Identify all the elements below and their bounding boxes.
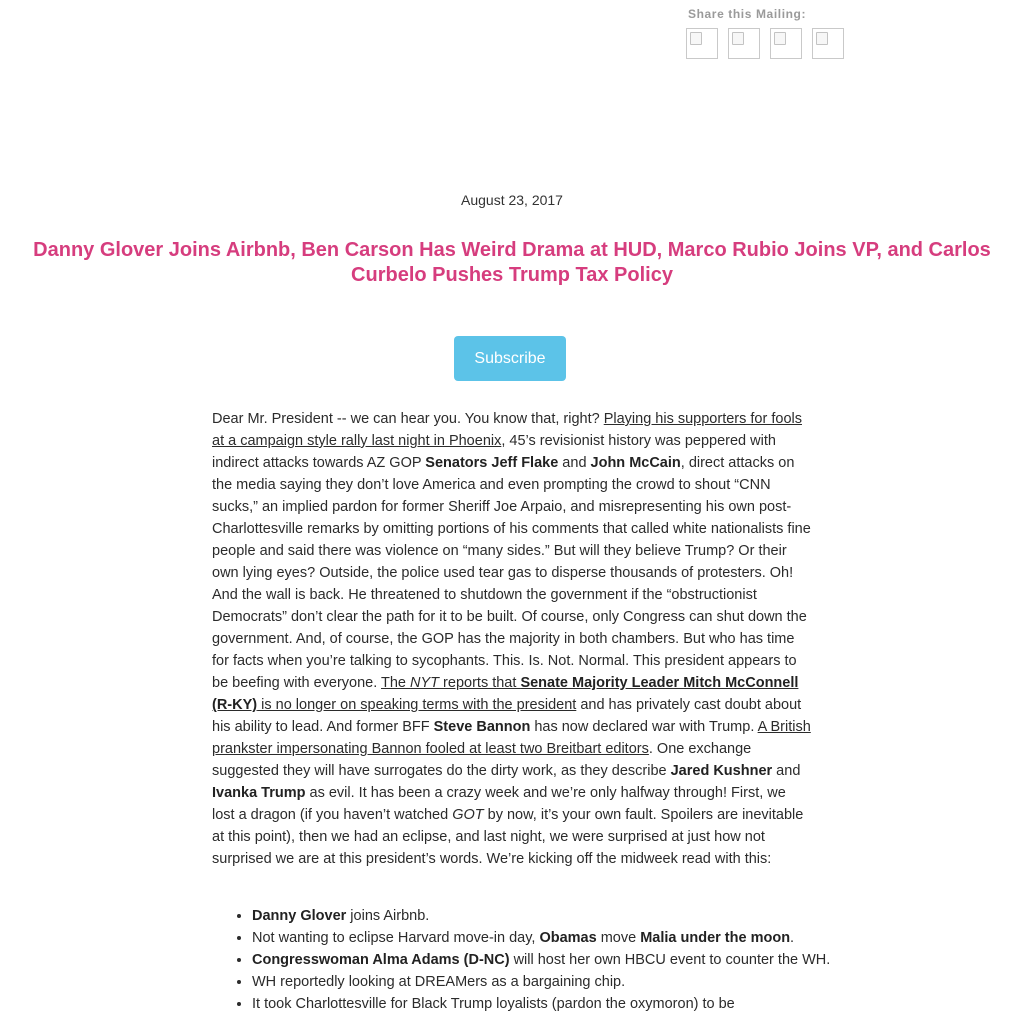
list-item — [252, 905, 852, 927]
name-highlight: Danny Glover — [252, 908, 347, 924]
facebook-icon[interactable] — [686, 28, 718, 59]
linkedin-icon[interactable] — [770, 28, 802, 59]
intro-paragraph — [212, 408, 812, 870]
name-highlight: Steve Bannon — [433, 719, 531, 735]
intro-text: has now declared war with Trump. — [530, 719, 758, 735]
bullet-text: will host her own HBCU event to counter the WH. — [509, 952, 831, 968]
bullet-text: . — [790, 930, 795, 946]
phoenix-rally-link[interactable]: Playing his supporters for fools at a campaign style rally last night in Phoenix — [212, 411, 802, 449]
email-icon[interactable] — [812, 28, 844, 59]
name-highlight: Malia under the moon — [640, 930, 791, 946]
list-item — [252, 927, 852, 949]
intro-text: by now, it’s your own fault. Spoilers are inevitable at this point), then we had an eclipse, and last night, we were surprised at just how not surprised we are at this president’s words. We’re kicking off the midweek read with this: — [212, 807, 804, 867]
intro-text: as evil. It has been a crazy week and we’re only halfway through! First, we lost a dragon (if you haven’t watched — [212, 785, 786, 823]
subscribe-button[interactable]: Subscribe — [454, 336, 566, 381]
bullet-text: joins Airbnb. — [346, 908, 430, 924]
twitter-icon[interactable] — [728, 28, 760, 59]
news-bullet-list — [212, 905, 852, 1015]
bullet-text: WH reportedly looking at DREAMers as a bargaining chip. — [252, 974, 626, 990]
intro-text: and has privately cast doubt about his ability to lead. And former BFF — [212, 697, 802, 735]
headline: Danny Glover Joins Airbnb, Ben Carson Has Weird Drama at HUD, Marco Rubio Joins VP, and Carlos Curbelo Pushes Trump Tax Policy — [33, 239, 991, 286]
name-highlight: John McCain — [590, 455, 681, 471]
intro-text: . One exchange suggested they will have surrogates do the dirty work, as they describe — [212, 741, 752, 779]
name-highlight: Jared Kushner — [670, 763, 773, 779]
name-highlight: Senators Jeff Flake — [425, 455, 559, 471]
bullet-text: It took Charlottesville for Black Trump loyalists (pardon the oxymoron) to be — [252, 996, 735, 1012]
link-text: NYT — [410, 675, 440, 691]
intro-text: , direct attacks on the media saying they don’t love America and even prompting the crowd to shout “CNN sucks,” an implied pardon for former Sheriff Joe Arpaio, and misrepresenting his own post-Charlottesville remarks by omitting portions of his comments that called white nationalists fine people and said there was violence on “many sides.” But will they believe Trump? Or their own lying eyes? Outside, the police used tear gas to disperse thousands of protesters. Oh! And the wall is back. He threatened to shutdown the government if the “obstructionist Democrats” don’t clear the path for it to be built. Of course, only Congress can shut down the government. And, of course, the GOP has the majority in both chambers. But who has time for facts when you’re talking to sycophants. This. Is. Not. Normal. This president appears to be beefing with everyone. — [212, 455, 811, 691]
bullet-text: Not wanting to eclipse Harvard move-in day, — [252, 930, 540, 946]
bullet-text: move — [596, 930, 641, 946]
intro-text: and — [558, 455, 591, 471]
name-highlight: Obamas — [539, 930, 597, 946]
intro-text: Dear Mr. President -- we can hear you. You know that, right? — [212, 411, 604, 427]
mailing-date: August 23, 2017 — [461, 192, 563, 208]
link-text: is no longer on speaking terms with the president — [257, 697, 577, 713]
name-highlight: Congresswoman Alma Adams (D-NC) — [252, 952, 510, 968]
list-item — [252, 993, 852, 1015]
list-item — [252, 971, 852, 993]
name-highlight: Ivanka Trump — [212, 785, 306, 801]
bannon-prank-link[interactable]: A British prankster impersonating Bannon fooled at least two Breitbart editors — [212, 719, 811, 757]
share-buttons — [686, 28, 844, 59]
link-text: reports that — [439, 675, 521, 691]
share-label: Share this Mailing: — [688, 7, 807, 21]
intro-text: and — [772, 763, 801, 779]
list-item — [252, 949, 852, 971]
link-text: Senate Majority Leader Mitch McConnell (R-KY) — [212, 675, 799, 713]
show-title: GOT — [452, 807, 484, 823]
intro-text: , 45’s revisionist history was peppered with indirect attacks towards AZ GOP — [212, 433, 776, 471]
link-text: The — [381, 675, 411, 691]
